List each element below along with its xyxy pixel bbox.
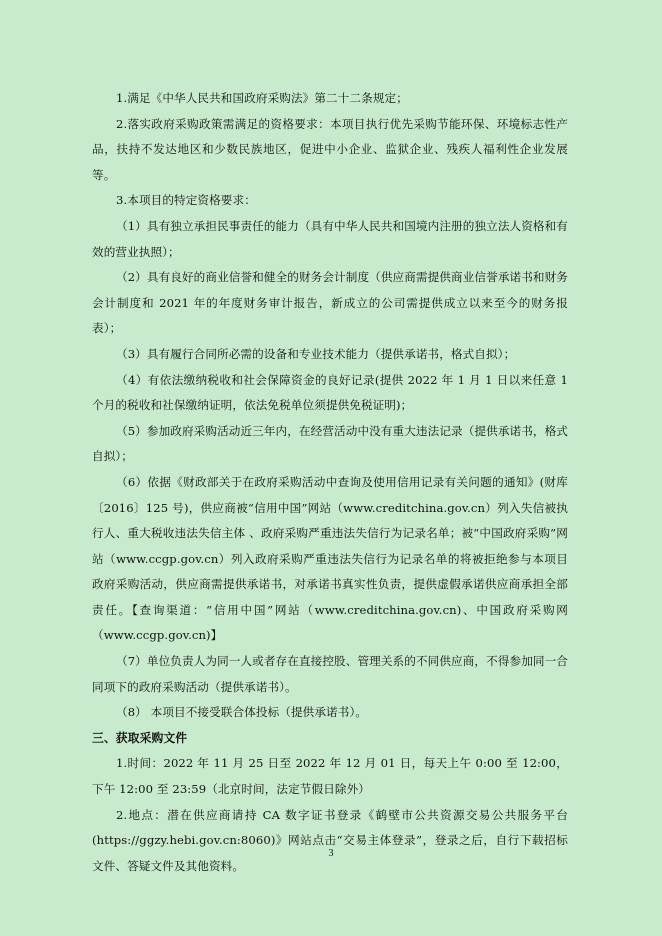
document-body [92, 86, 568, 879]
paragraph-time: 1.时间：2022 年 11 月 25 日至 2022 年 12 月 01 日，每天上午 0:00 至 12:00，下午 12:00 至 23:59（北京时间，法定节假日除外） [92, 756, 568, 797]
paragraph-requirement-4: （4）有依法缴纳税收和社会保障资金的良好记录(提供 2022 年 1 月 1 日以来任意 1 个月的税收和社保缴纳证明，依法免税单位须提供免税证明)； [92, 372, 568, 413]
paragraph-requirement-5: （5）参加政府采购活动近三年内，在经营活动中没有重大违法记录（提供承诺书，格式自拟）； [92, 423, 568, 464]
paragraph-requirement-8: （8） 本项目不接受联合体投标（提供承诺书）。 [116, 705, 368, 720]
paragraph-requirement-3: （3）具有履行合同所必需的设备和专业技术能力（提供承诺书，格式自拟）； [116, 346, 516, 361]
section-heading: 三、获取采购文件 [92, 730, 188, 745]
paragraph-requirement-1: （1）具有独立承担民事责任的能力（具有中华人民共和国境内注册的独立法人资格和有效的营业执照）； [92, 218, 568, 259]
paragraph-requirement-6: （6）依据《财政部关于在政府采购活动中查询及使用信用记录有关问题的通知》(财库〔2016〕125 号)，供应商被“信用中国”网站（www.creditchina.gov.cn）列入失信被执行人、重大税收违法失信主体 、政府采购严重违法失信行为记录名单；被“中国政府采购”网站（www.ccgp.gov.cn）列入政府采购严重违法失信行为记录名单的将被拒绝参与本项目政府采购活动，供应商需提供承诺书，对承诺书真实性负责，提供虚假承诺供应商承担全部责任。【查询渠道：“信用中国”网站（www.creditchina.gov.cn)、中国政府采购网（www.ccgp.gov.cn)】 [92, 474, 568, 643]
paragraph-qualification-1: 1.满足《中华人民共和国政府采购法》第二十二条规定； [116, 91, 408, 105]
paragraph-qualification-2: 2.落实政府采购政策需满足的资格要求：本项目执行优先采购节能环保、环境标志性产品，扶持不发达地区和少数民族地区，促进中小企业、监狱企业、残疾人福利性企业发展等。 [92, 116, 568, 182]
paragraph-requirement-2: （2）具有良好的商业信誉和健全的财务会计制度（供应商需提供商业信誉承诺书和财务会计制度和 2021 年的年度财务审计报告，新成立的公司需提供成立以来至今的财务报表）； [92, 270, 568, 336]
paragraph-location: 2.地点：潜在供应商请持 CA 数字证书登录《鹤壁市公共资源交易公共服务平台(https://ggzy.hebi.gov.cn:8060)》网站点击“交易主体登录”，登录之后，自行下载招标文件、答疑文件及其他资料。 [92, 807, 568, 873]
paragraph-requirement-7: （7）单位负责人为同一人或者存在直接控股、管理关系的不同供应商，不得参加同一合同项下的政府采购活动（提供承诺书）。 [92, 654, 568, 694]
paragraph-qualification-3: 3.本项目的特定资格要求： [116, 193, 256, 208]
page-number: 3 [328, 848, 334, 859]
